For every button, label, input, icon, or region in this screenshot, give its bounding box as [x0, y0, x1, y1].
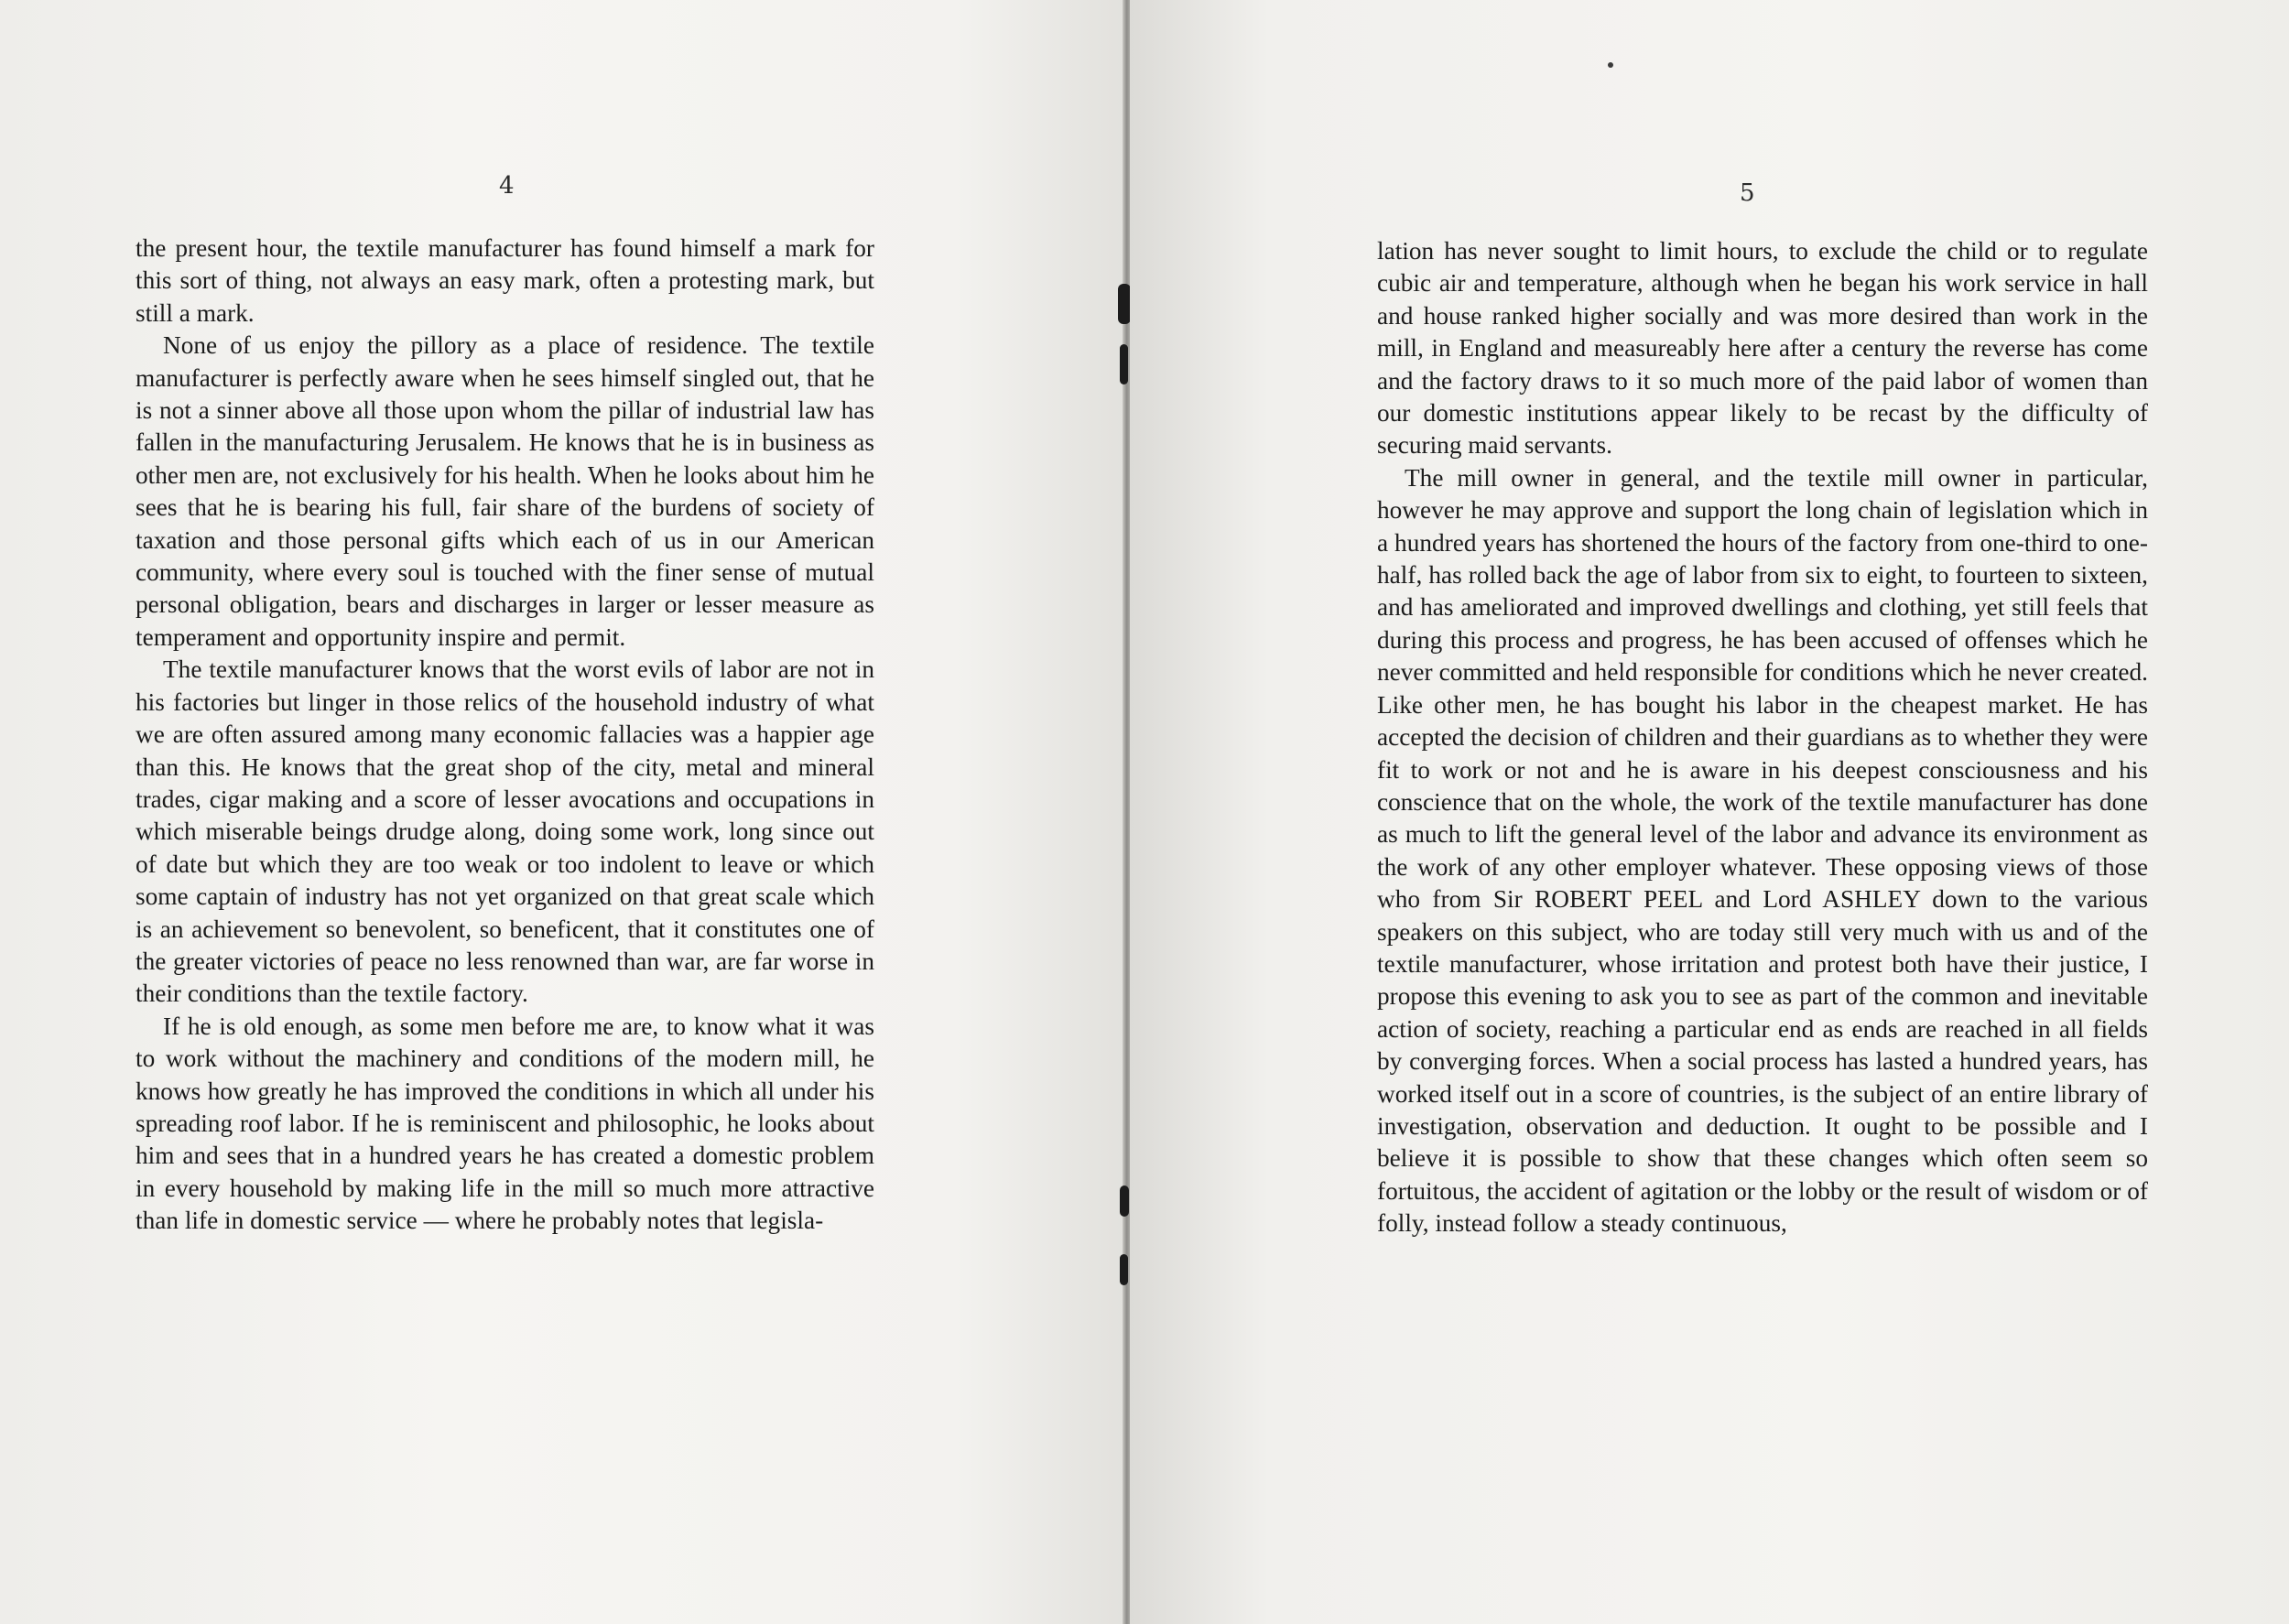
right-page — [1130, 0, 2289, 1624]
paragraph: The textile manufacturer knows that the worst evils of labor are not in his factories but linger in those relics of the household industry of what we are often assured among many economic fallacies was a happier age than this. He knows that the great shop of the city, metal and mineral trades, cigar making and a score of lesser avocations and occupations in which miserable beings drudge along, doing some work, long since out of date but which they are too weak or too indolent to leave or which some captain of industry has not yet organized on that great scale which is an achievement so benevolent, so beneficent, that it constitutes one of the greater victories of peace no less renowned than war, are far worse in their conditions than the textile factory. — [136, 655, 874, 1008]
binding-staple — [1120, 344, 1128, 384]
paragraph: If he is old enough, as some men before me are, to know what it was to work without the machinery and conditions of the modern mill, he knows how greatly he has improved the conditions in which all under his spreading roof labor. If he is reminiscent and philosophic, he looks about him and sees that in a hundred years he has created a domestic problem in every household by making life in the mill so much more attractive than life in domestic service — where he probably notes that legisla- — [136, 1012, 874, 1235]
left-page-body — [136, 233, 874, 1238]
page-number-right: 5 — [1740, 179, 1755, 207]
binding-staple — [1120, 1186, 1129, 1217]
page-number-left: 4 — [499, 172, 515, 200]
paper-speck — [1608, 62, 1613, 68]
right-page-body — [1377, 235, 2148, 1240]
paragraph: The mill owner in general, and the textile mill owner in particular, however he may approve and support the long chain of legislation which in a hundred years has shortened the hours of the factory from one-third to one-half, has rolled back the age of labor from six to eight, to fourteen to sixteen, and has ameliorated and improved dwellings and clothing, yet still feels that during this process and progress, he has been accused of offenses which he never committed and held responsible for conditions which he never created. Like other men, he has bought his labor in the cheapest market. He has accepted the decision of children and their guardians as to whether they were fit to work or not and he is aware in his deepest consciousness and his conscience that on the whole, the work of the textile manufacturer has done as much to lift the general level of the labor and advance its environment as the work of any other employer whatever. These opposing views of those who from Sir ROBERT PEEL and Lord ASHLEY down to the various speakers on this subject, who are today still very much with us and of the textile manufacturer, whose irritation and protest both have their justice, I propose this evening to ask you to see as part of the common and inevitable action of society, reaching a particular end as ends are reached in all fields by converging forces. When a social process has lasted a hundred years, has worked itself out in a score of countries, is the subject of an entire library of investigation, observation and deduction. It ought to be possible and I believe it is possible to show that these changes which often seem so fortuitous, the accident of agitation or the lobby or the result of wisdom or of folly, instead follow a steady continuous, — [1377, 463, 2148, 1238]
left-page — [0, 0, 1124, 1624]
paragraph: lation has never sought to limit hours, to exclude the child or to regulate cubic air and temperature, although when he began his work service in hall and house ranked higher socially and was more desired than work in the mill, in England and measureably here after a century the reverse has come and the factory draws to it so much more of the paid labor of women than our domestic institutions appear likely to be recast by the difficulty of securing maid servants. — [1377, 237, 2148, 460]
binding-staple — [1120, 1254, 1128, 1285]
binding-staple — [1118, 284, 1131, 324]
paragraph: None of us enjoy the pillory as a place of residence. The textile manufacturer is perfectly aware when he sees himself singled out, that he is not a sinner above all those upon whom the pillar of industrial law has fallen in the manufacturing Jerusalem. He knows that he is in business as other men are, not exclusively for his health. When he looks about him he sees that he is bearing his full, fair share of the burdens of society of taxation and those personal gifts which each of us in our American community, where every soul is touched with the finer sense of mutual personal obligation, bears and discharges in larger or lesser measure as temperament and opportunity inspire and permit. — [136, 331, 874, 651]
paragraph: the present hour, the textile manufacturer has found himself a mark for this sort of thing, not always an easy mark, often a protesting mark, but still a mark. — [136, 234, 874, 327]
